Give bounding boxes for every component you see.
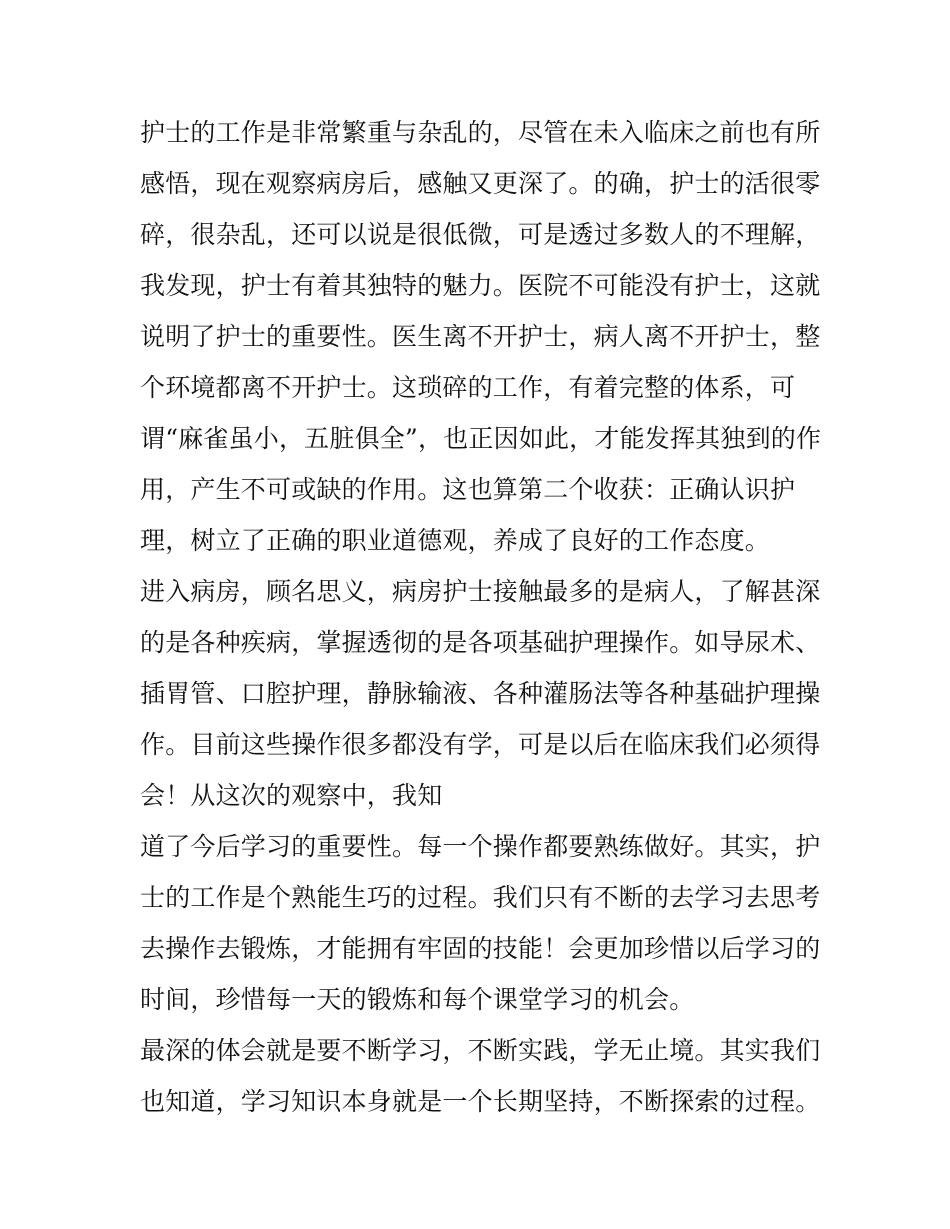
text-line: 我发现，护士有着其独特的魅力。医院不可能没有护士，这就 bbox=[140, 271, 821, 300]
text-line: 去操作去锻炼，才能拥有牢固的技能！会更加珍惜以后学习的 bbox=[140, 934, 821, 963]
text-line: 个环境都离不开护士。这琐碎的工作，有着完整的体系，可 bbox=[140, 373, 796, 402]
text-line: 感悟，现在观察病房后，感触又更深了。的确，护士的活很零 bbox=[140, 169, 821, 198]
text-line: 时间，珍惜每一天的锻炼和每个课堂学习的机会。 bbox=[140, 985, 695, 1014]
text-line: 谓“麻雀虽小，五脏俱全”，也正因如此，才能发挥其独到的作 bbox=[140, 424, 822, 453]
text-line: 用，产生不可或缺的作用。这也算第二个收获：正确认识护 bbox=[140, 475, 796, 504]
text-line: 护士的工作是非常繁重与杂乱的，尽管在未入临床之前也有所 bbox=[140, 118, 821, 147]
text-line: 插胃管、口腔护理，静脉输液、各种灌肠法等各种基础护理操 bbox=[140, 679, 821, 708]
body-text bbox=[140, 107, 820, 1127]
text-line: 碎，很杂乱，还可以说是很低微，可是透过多数人的不理解， bbox=[140, 220, 821, 249]
text-line: 也知道，学习知识本身就是一个长期坚持，不断探索的过程。 bbox=[140, 1087, 821, 1116]
text-line: 道了今后学习的重要性。每一个操作都要熟练做好。其实，护 bbox=[140, 832, 821, 861]
text-line: 作。目前这些操作很多都没有学，可是以后在临床我们必须得 bbox=[140, 730, 821, 759]
text-line: 说明了护士的重要性。医生离不开护士，病人离不开护士，整 bbox=[140, 322, 821, 351]
text-line: 士的工作是个熟能生巧的过程。我们只有不断的去学习去思考 bbox=[140, 883, 821, 912]
text-line: 进入病房，顾名思义，病房护士接触最多的是病人，了解甚深 bbox=[140, 577, 821, 606]
text-line: 最深的体会就是要不断学习，不断实践，学无止境。其实我们 bbox=[140, 1036, 821, 1065]
text-line: 理，树立了正确的职业道德观，养成了良好的工作态度。 bbox=[140, 526, 771, 555]
text-line: 的是各种疾病，掌握透彻的是各项基础护理操作。如导尿术、 bbox=[140, 628, 821, 657]
text-line: 会！从这次的观察中，我知 bbox=[140, 781, 443, 810]
